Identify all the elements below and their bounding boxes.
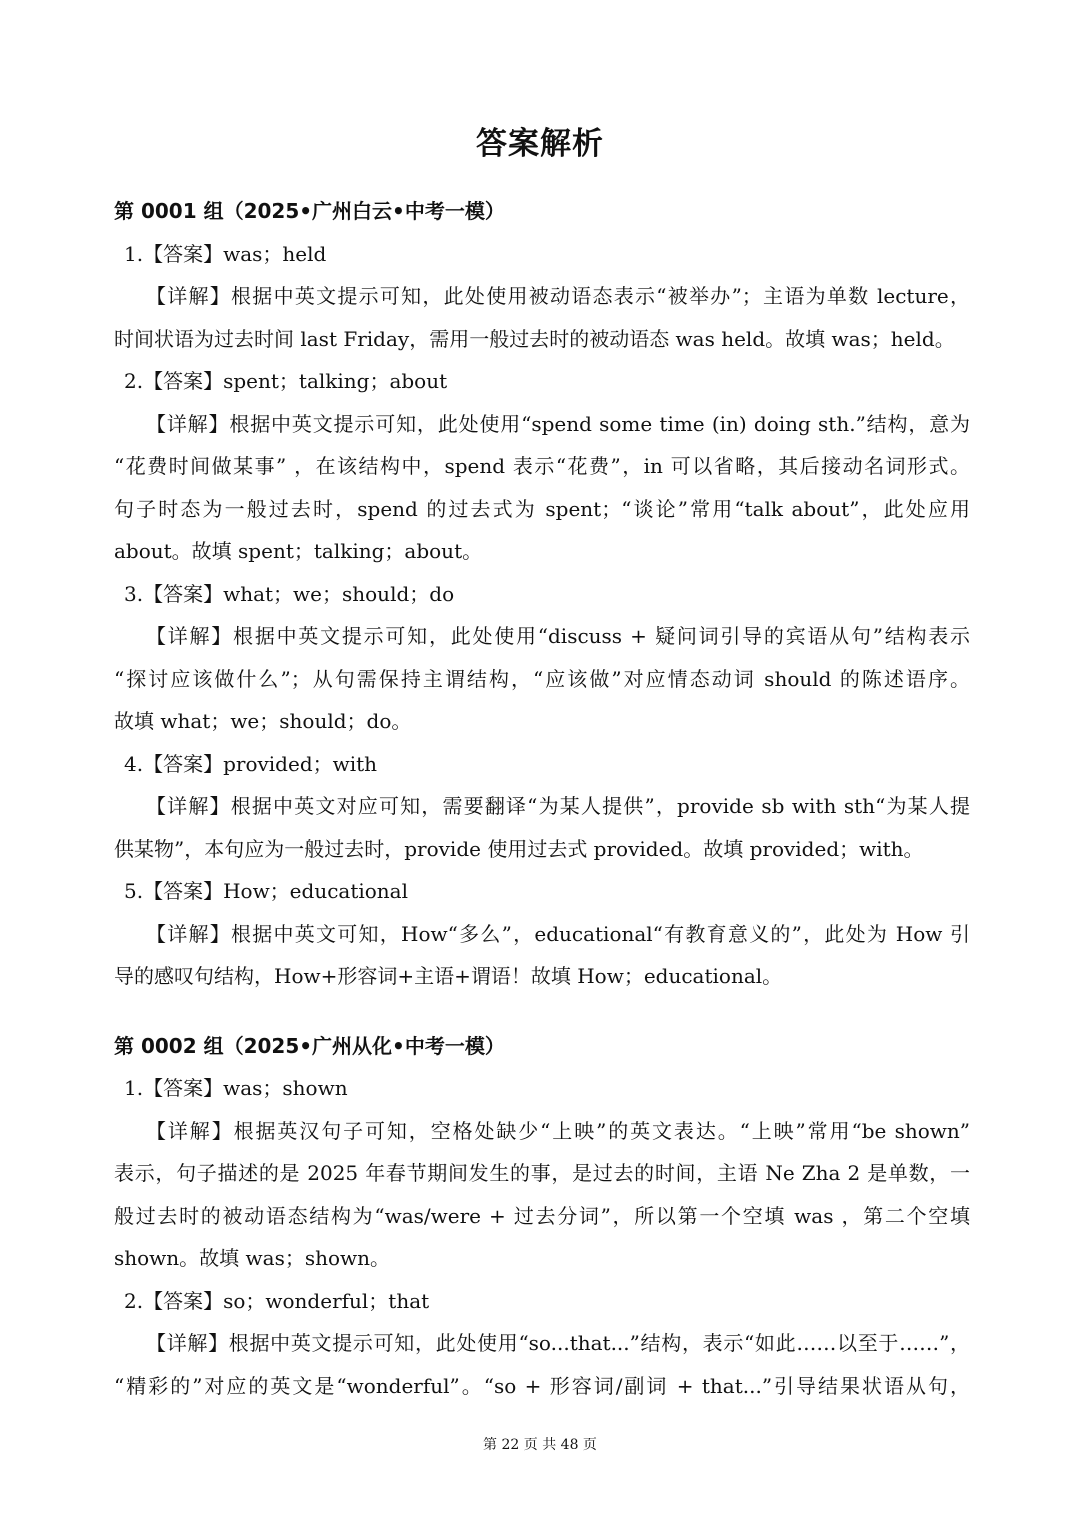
detail-line: shown。故填 was；shown。 xyxy=(114,1246,391,1270)
answer-line: 3.【答案】what；we；should；do xyxy=(124,581,455,606)
detail-line: 供某物”，本句应为一般过去时，provide 使用过去式 provided。故填 provided；with。 xyxy=(114,836,924,861)
detail-line: 【详解】根据中英文提示可知，此处使用“discuss + 疑问词引导的宾语从句”结构表示 xyxy=(146,624,970,648)
detail-line: 【详解】根据中英文提示可知，此处使用被动语态表示“被举办”；主语为单数 lecture， xyxy=(146,284,970,308)
detail-line: 【详解】根据中英文提示可知，此处使用“so...that...”结构，表示“如此……以至于……”， xyxy=(146,1331,970,1355)
page-title: 答案解析 xyxy=(476,126,604,162)
detail-line: 般过去时的被动语态结构为“was/were + 过去分词”，所以第一个空填 was ，第二个空填 xyxy=(114,1203,970,1228)
detail-line: “探讨应该做什么”；从句需保持主谓结构，“应该做”对应情态动词 should 的陈述语序。 xyxy=(114,666,970,691)
answer-content xyxy=(114,190,970,1407)
answer-line: 2.【答案】so；wonderful；that xyxy=(124,1288,430,1313)
detail-line: 【详解】根据中英文提示可知，此处使用“spend some time (in) doing sth.”结构，意为 xyxy=(146,411,970,436)
answer-line: 1.【答案】was；held xyxy=(124,241,327,266)
detail-line: 【详解】根据中英文可知，How“多么”，educational“有教育意义的”，此处为 How 引 xyxy=(146,921,970,946)
detail-line: 【详解】根据英汉句子可知，空格处缺少“上映”的英文表达。“上映”常用“be shown” xyxy=(146,1118,970,1143)
detail-line: 导的感叹句结构，How+形容词+主语+谓语！故填 How；educational。 xyxy=(114,964,783,988)
group-heading: 第 0001 组（2025•广州白云•中考一模） xyxy=(114,199,505,223)
answer-line: 1.【答案】was；shown xyxy=(124,1076,348,1100)
detail-line: 句子时态为一般过去时，spend 的过去式为 spent；“谈论”常用“talk about”，此处应用 xyxy=(114,496,970,521)
detail-line: “花费时间做某事” ，在该结构中，spend 表示“花费”，in 可以省略，其后接动名词形式。 xyxy=(114,454,970,478)
detail-line: about。故填 spent；talking；about。 xyxy=(114,539,483,563)
detail-line: 故填 what；we；should；do。 xyxy=(114,709,412,733)
detail-line: “精彩的”对应的英文是“wonderful”。“so + 形容词/副词 + that...”引导结果状语从句， xyxy=(114,1373,970,1398)
detail-line: 时间状语为过去时间 last Friday，需用一般过去时的被动语态 was held。故填 was；held。 xyxy=(114,326,955,351)
detail-line: 表示，句子描述的是 2025 年春节期间发生的事，是过去的时间，主语 Ne Zha 2 是单数，一 xyxy=(114,1161,970,1185)
answer-line: 2.【答案】spent；talking；about xyxy=(124,369,448,393)
answer-line: 4.【答案】provided；with xyxy=(124,751,378,776)
group-spacer xyxy=(114,998,970,1025)
detail-line: 【详解】根据中英文对应可知，需要翻译“为某人提供”，provide sb with sth“为某人提 xyxy=(146,794,970,818)
answer-line: 5.【答案】How；educational xyxy=(124,879,409,903)
page-footer: 第 22 页 共 48 页 xyxy=(483,1437,597,1453)
group-heading: 第 0002 组（2025•广州从化•中考一模） xyxy=(114,1033,505,1058)
